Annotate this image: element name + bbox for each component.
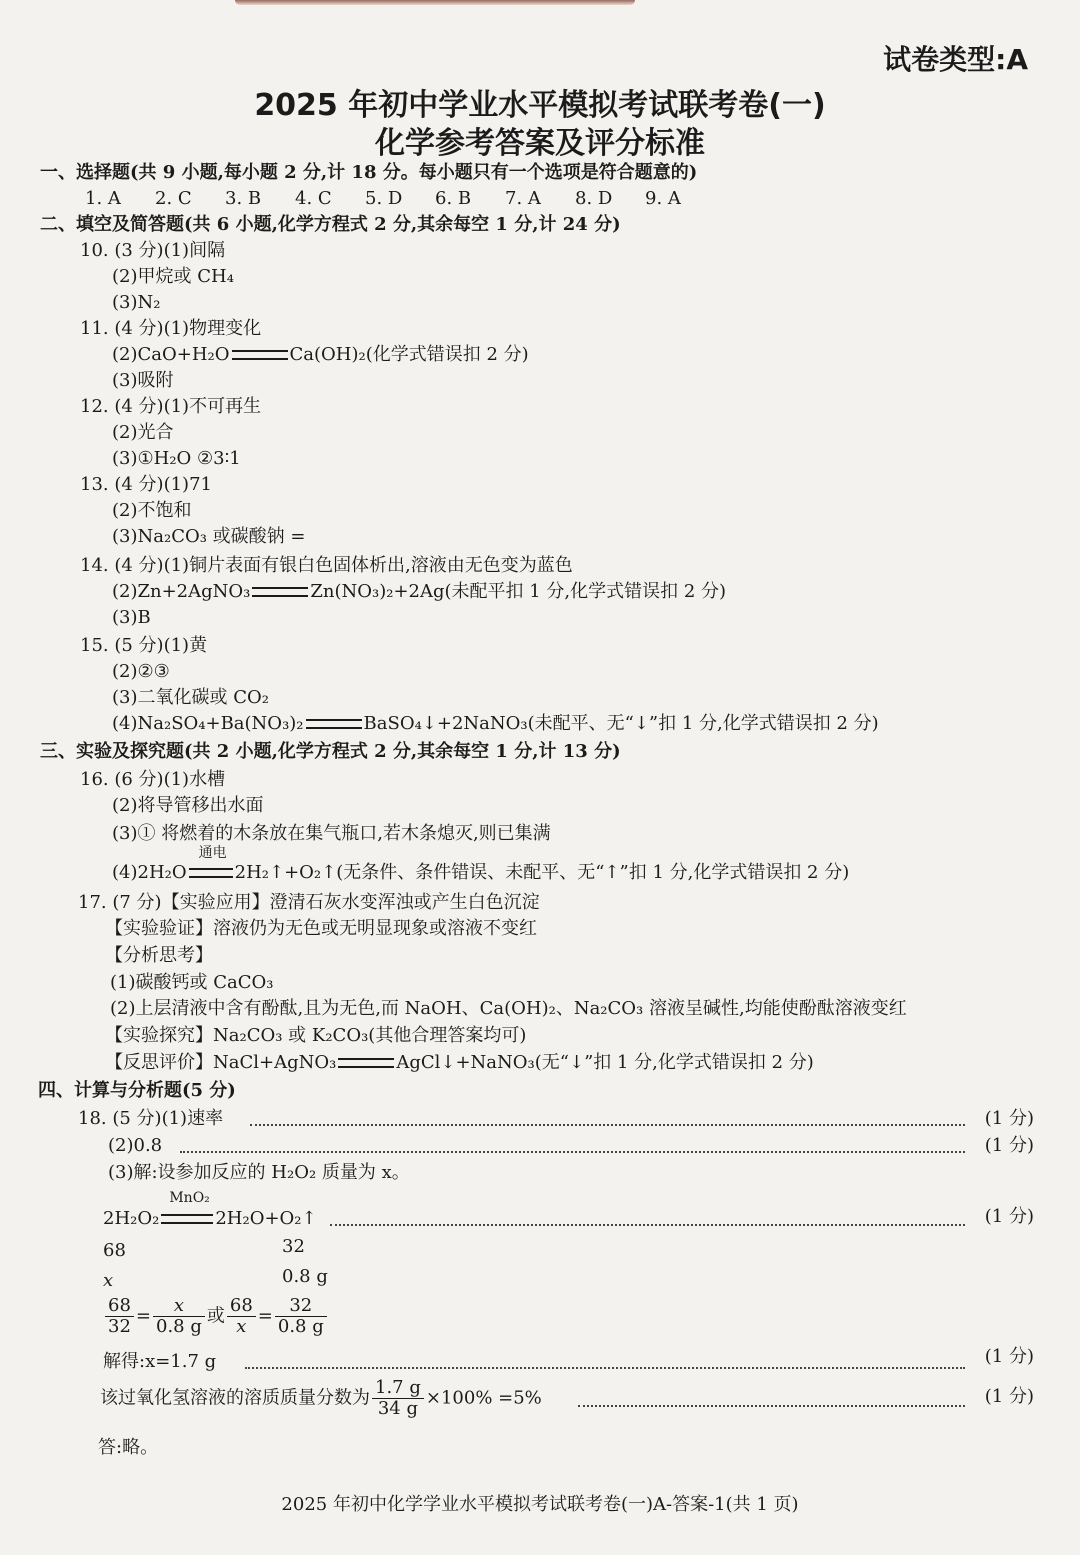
page-footer: 2025 年初中化学学业水平模拟考试联考卷(一)A-答案-1(共 1 页)	[281, 1494, 799, 1515]
fraction: $\frac{68}{32}$	[105, 1296, 134, 1337]
q17-line-3: 【分析思考】	[105, 945, 213, 966]
q18-line-3: (3)解:设参加反应的 H₂O₂ 质量为 x。	[108, 1162, 410, 1183]
paper-type-label: 试卷类型:A	[883, 43, 1028, 76]
fraction: $\frac{1.7 g}{34 g}$	[372, 1378, 424, 1419]
q14-eq-right: Zn(NO₃)₂+2Ag(未配平扣 1 分,化学式错误扣 2 分)	[310, 581, 727, 602]
eq-right: 2H₂O+O₂↑	[215, 1208, 317, 1229]
score-mark: (1 分)	[984, 1346, 1034, 1367]
fraction: $\frac{68}{x}$	[227, 1296, 256, 1337]
q13-line-3: (3)Na₂CO₃ 或碳酸钠 =	[112, 526, 306, 547]
q14-eq-left: (2)Zn+2AgNO₃	[112, 581, 251, 602]
solve-line: 解得:x=1.7 g	[103, 1351, 217, 1372]
q17-line-7	[105, 1052, 814, 1074]
molar-mass-h2o2: 68	[103, 1240, 126, 1261]
answer-2: 2. C	[155, 188, 192, 209]
top-page-edge	[235, 0, 635, 5]
q14-line-1: 14. (4 分)(1)铜片表面有银白色固体析出,溶液由无色变为蓝色	[80, 555, 573, 576]
q17-line-5: (2)上层清液中含有酚酞,且为无色,而 NaOH、Ca(OH)₂、Na₂CO₃ 溶液呈碱性,均能使酚酞溶液变红	[110, 998, 907, 1019]
equation-sign	[306, 719, 362, 729]
page-subtitle: 化学参考答案及评分标准	[375, 126, 705, 161]
reaction-equation	[103, 1190, 317, 1230]
q15-line-4	[112, 713, 879, 735]
answer-5: 5. D	[365, 188, 403, 209]
score-mark: (1 分)	[984, 1108, 1034, 1129]
q17-eq-right: AgCl↓+NaNO₃(无“↓”扣 1 分,化学式错误扣 2 分)	[396, 1052, 814, 1073]
q16-eq-left: (4)2H₂O	[112, 862, 187, 883]
answer-1: 1. A	[85, 188, 121, 209]
q10-line-2: (2)甲烷或 CH₄	[112, 266, 234, 287]
fraction: $\frac{32}{0.8 g}$	[275, 1296, 327, 1337]
choice-answers	[85, 188, 715, 210]
score-mark: (1 分)	[984, 1206, 1034, 1227]
q14-line-3: (3)B	[112, 607, 151, 628]
section-3-heading: 三、实验及探究题(共 2 小题,化学方程式 2 分,其余每空 1 分,计 13 分)	[40, 741, 621, 762]
unknown-x: x	[103, 1270, 114, 1291]
dot-leader	[245, 1367, 965, 1369]
q16-line-4	[112, 845, 850, 884]
mass-fraction-line: 该过氧化氢溶液的溶质质量分数为 $\frac{1.7 g}{34 g}$ ×100% =5%	[100, 1377, 542, 1419]
q11-eq-right: Ca(OH)₂(化学式错误扣 2 分)	[289, 344, 529, 365]
q16-line-1: 16. (6 分)(1)水槽	[80, 769, 226, 790]
q10-line-1: 10. (3 分)(1)间隔	[80, 240, 226, 261]
equation-sign	[232, 350, 288, 360]
q15-eq-right: BaSO₄↓+2NaNO₃(未配平、无“↓”扣 1 分,化学式错误扣 2 分)	[363, 713, 879, 734]
q13-line-1: 13. (4 分)(1)71	[80, 474, 212, 495]
page-title: 2025 年初中学业水平模拟考试联考卷(一)	[254, 88, 826, 123]
catalyst-label: MnO₂	[169, 1190, 210, 1206]
equation-sign	[189, 868, 233, 878]
q17-line-1: 17. (7 分)【实验应用】澄清石灰水变浑浊或产生白色沉淀	[78, 892, 540, 913]
q16-line-2: (2)将导管移出水面	[112, 795, 264, 816]
score-mark: (1 分)	[984, 1386, 1034, 1407]
q11-line-1: 11. (4 分)(1)物理变化	[80, 318, 262, 339]
dot-leader	[330, 1224, 965, 1226]
q12-line-3: (3)①H₂O ②3∶1	[112, 448, 241, 469]
q18-line-1: 18. (5 分)(1)速率	[78, 1108, 224, 1129]
equation-sign	[161, 1214, 213, 1224]
q17-line-2: 【实验验证】溶液仍为无色或无明显现象或溶液不变红	[105, 918, 537, 939]
q17-eq-left: 【反思评价】NaCl+AgNO₃	[105, 1052, 337, 1073]
q15-line-1: 15. (5 分)(1)黄	[80, 635, 208, 656]
q16-line-3: (3)① 将燃着的木条放在集气瓶口,若木条熄灭,则已集满	[112, 823, 551, 844]
q15-eq-left: (4)Na₂SO₄+Ba(NO₃)₂	[112, 713, 304, 734]
fraction: $\frac{x}{0.8 g}$	[153, 1296, 205, 1337]
answer-9: 9. A	[645, 188, 681, 209]
molar-mass-o2: 32	[282, 1236, 305, 1257]
q12-line-1: 12. (4 分)(1)不可再生	[80, 396, 262, 417]
mass-o2: 0.8 g	[282, 1266, 328, 1287]
equation-sign	[252, 587, 308, 597]
section-4-heading: 四、计算与分析题(5 分)	[38, 1080, 236, 1101]
q13-line-2: (2)不饱和	[112, 500, 192, 521]
q11-eq-left: (2)CaO+H₂O	[112, 344, 230, 365]
eq-left: 2H₂O₂	[103, 1208, 160, 1229]
answer-8: 8. D	[575, 188, 613, 209]
section-2-heading: 二、填空及简答题(共 6 小题,化学方程式 2 分,其余每空 1 分,计 24 分)	[40, 214, 621, 235]
q11-line-3: (3)吸附	[112, 370, 174, 391]
answer-3: 3. B	[225, 188, 262, 209]
final-answer: 答:略。	[98, 1437, 159, 1458]
answer-6: 6. B	[435, 188, 472, 209]
dot-leader	[578, 1405, 965, 1407]
q11-line-2	[112, 344, 529, 366]
q17-line-6: 【实验探究】Na₂CO₃ 或 K₂CO₃(其他合理答案均可)	[105, 1025, 527, 1046]
q18-line-2: (2)0.8	[108, 1135, 163, 1156]
dot-leader	[250, 1124, 965, 1126]
answer-7: 7. A	[505, 188, 541, 209]
answer-4: 4. C	[295, 188, 332, 209]
dot-leader	[180, 1151, 965, 1153]
proportion: $\frac{68}{32}$ = $\frac{x}{0.8 g}$ 或 $\frac{68}{x}$ = $\frac{32}{0.8 g}$	[103, 1296, 329, 1337]
q14-line-2	[112, 581, 726, 603]
q15-line-3: (3)二氧化碳或 CO₂	[112, 687, 269, 708]
q12-line-2: (2)光合	[112, 422, 174, 443]
section-1-heading: 一、选择题(共 9 小题,每小题 2 分,计 18 分。每小题只有一个选项是符合题意的)	[40, 162, 698, 183]
q15-line-2: (2)②③	[112, 661, 170, 682]
equation-sign	[338, 1058, 394, 1068]
q16-eq-right: 2H₂↑+O₂↑(无条件、条件错误、未配平、无“↑”扣 1 分,化学式错误扣 2 分)	[234, 862, 850, 883]
score-mark: (1 分)	[984, 1135, 1034, 1156]
q17-line-4: (1)碳酸钙或 CaCO₃	[110, 972, 274, 993]
q10-line-3: (3)N₂	[112, 292, 161, 313]
condition-electrify: 通电	[198, 845, 227, 861]
